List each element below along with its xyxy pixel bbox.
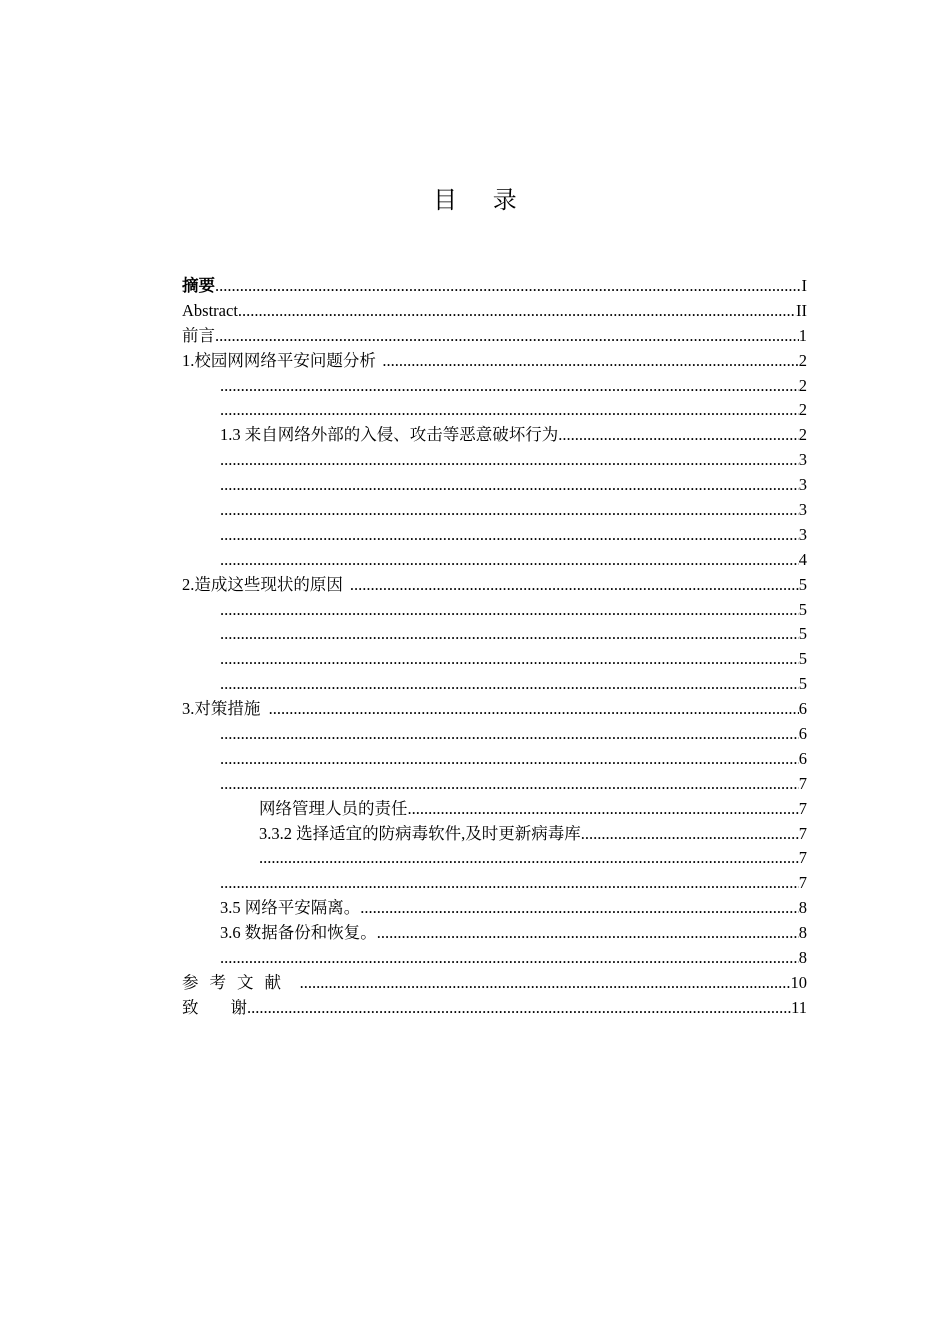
toc-entry-page-number: 7: [798, 848, 807, 868]
toc-entry[interactable]: [182, 523, 807, 548]
toc-entry-page-number: 6: [798, 724, 807, 744]
toc-entry-text: 3.5 网络平安隔离。: [220, 898, 361, 918]
toc-entry-text: 1.校园网网络平安问题分析: [182, 350, 376, 370]
dot-leader: [220, 772, 799, 797]
toc-entry[interactable]: [182, 896, 807, 921]
toc-entry[interactable]: [182, 722, 807, 747]
toc-entry-page-number: 5: [798, 599, 807, 619]
toc-entry[interactable]: [182, 274, 807, 299]
toc-entry-page-number: 3: [798, 500, 807, 520]
toc-entry-page-number: 7: [798, 873, 807, 893]
toc-entry[interactable]: [182, 797, 807, 822]
dot-leader: [215, 274, 802, 299]
dot-leader: [259, 846, 799, 871]
toc-entry[interactable]: [182, 374, 807, 399]
toc-entry[interactable]: [182, 697, 807, 722]
toc-entry-page-number: I: [801, 276, 807, 295]
toc-entry[interactable]: [182, 548, 807, 573]
dot-leader: [220, 747, 799, 772]
toc-entry-text: 致谢: [182, 997, 279, 1017]
toc-entry[interactable]: [182, 448, 807, 473]
dot-leader: [220, 498, 799, 523]
dot-leader: [220, 946, 799, 971]
toc-entry[interactable]: [182, 672, 807, 697]
toc-entry-page-number: 3: [798, 450, 807, 470]
toc-entry[interactable]: [182, 846, 807, 871]
toc-entry-page-number: 5: [798, 574, 807, 594]
toc-entry-text: 参考文献: [182, 972, 292, 992]
toc-entry[interactable]: [182, 473, 807, 498]
toc-entry[interactable]: [182, 971, 807, 996]
toc-entry-page-number: 8: [798, 898, 807, 918]
toc-entry-page-number: 2: [798, 425, 807, 445]
toc-entry-page-number: 2: [798, 375, 807, 395]
toc-entry[interactable]: [182, 498, 807, 523]
toc-entry-text: 2.造成这些现状的原因: [182, 574, 343, 594]
dot-leader: [215, 324, 799, 349]
toc-entry-page-number: 2: [798, 350, 807, 370]
dot-leader: [220, 871, 799, 896]
toc-entry-page-number: 5: [798, 674, 807, 694]
toc-entry[interactable]: [182, 647, 807, 672]
toc-entry-page-number: II: [796, 300, 807, 320]
dot-leader: [220, 523, 799, 548]
dot-leader: [220, 622, 799, 647]
dot-leader: [300, 971, 791, 996]
dot-leader: [220, 448, 799, 473]
dot-leader: [382, 349, 798, 374]
dot-leader: [220, 473, 799, 498]
toc-entry-text: 3.3.2 选择适宜的防病毒软件,及时更新病毒库: [259, 823, 581, 843]
dot-leader: [220, 722, 799, 747]
toc-entry[interactable]: [182, 398, 807, 423]
dot-leader: [238, 299, 796, 324]
dot-leader: [377, 921, 799, 946]
toc-entry-page-number: 5: [798, 624, 807, 644]
toc-entry[interactable]: [182, 573, 807, 598]
toc-entry[interactable]: [182, 747, 807, 772]
dot-leader: [220, 398, 799, 423]
toc-entry-page-number: 1: [798, 325, 807, 345]
dot-leader: [558, 423, 799, 448]
dot-leader: [220, 548, 799, 573]
toc-entry-text: 摘要: [182, 276, 215, 295]
toc-entry-page-number: 8: [798, 923, 807, 943]
toc-entry[interactable]: [182, 946, 807, 971]
dot-leader: [408, 797, 799, 822]
toc-entry-text: 3.6 数据备份和恢复。: [220, 923, 377, 943]
toc-entry-page-number: 5: [798, 649, 807, 669]
toc-entry-page-number: 10: [790, 972, 807, 992]
toc-entry[interactable]: [182, 871, 807, 896]
toc-entry-text: 3.对策措施: [182, 699, 261, 719]
toc-entry-text: 前言: [182, 325, 215, 345]
toc-entry-page-number: 8: [798, 948, 807, 968]
dot-leader: [350, 573, 799, 598]
toc-entry-page-number: 6: [798, 699, 807, 719]
toc-entry[interactable]: [182, 822, 807, 847]
toc-entry-page-number: 2: [798, 400, 807, 420]
toc-entry-page-number: 7: [798, 823, 807, 843]
toc-entry-page-number: 3: [798, 524, 807, 544]
toc-entry[interactable]: [182, 598, 807, 623]
dot-leader: [247, 996, 791, 1021]
toc-entry-text: 网络管理人员的责任: [259, 798, 408, 818]
toc-entry-page-number: 11: [791, 997, 807, 1017]
dot-leader: [269, 697, 799, 722]
toc-entry[interactable]: [182, 299, 807, 324]
toc-entry-page-number: 3: [798, 475, 807, 495]
toc-entry[interactable]: [182, 772, 807, 797]
toc-entry[interactable]: [182, 423, 807, 448]
dot-leader: [581, 822, 799, 847]
toc-entry-text: 1.3 来自网络外部的入侵、攻击等恶意破坏行为: [220, 425, 559, 445]
toc-entry[interactable]: [182, 324, 807, 349]
dot-leader: [220, 598, 799, 623]
toc-list: [182, 274, 807, 1021]
toc-entry[interactable]: [182, 996, 807, 1021]
toc-entry-page-number: 6: [798, 748, 807, 768]
dot-leader: [220, 647, 799, 672]
dot-leader: [220, 374, 799, 399]
toc-entry-page-number: 7: [798, 773, 807, 793]
toc-entry[interactable]: [182, 349, 807, 374]
dot-leader: [220, 672, 799, 697]
toc-entry-page-number: 4: [798, 549, 807, 569]
toc-entry-text: Abstract: [182, 300, 238, 320]
toc-entry[interactable]: [182, 622, 807, 647]
toc-title: 目 录: [433, 186, 531, 214]
toc-entry[interactable]: [182, 921, 807, 946]
dot-leader: [360, 896, 799, 921]
toc-entry-page-number: 7: [798, 798, 807, 818]
